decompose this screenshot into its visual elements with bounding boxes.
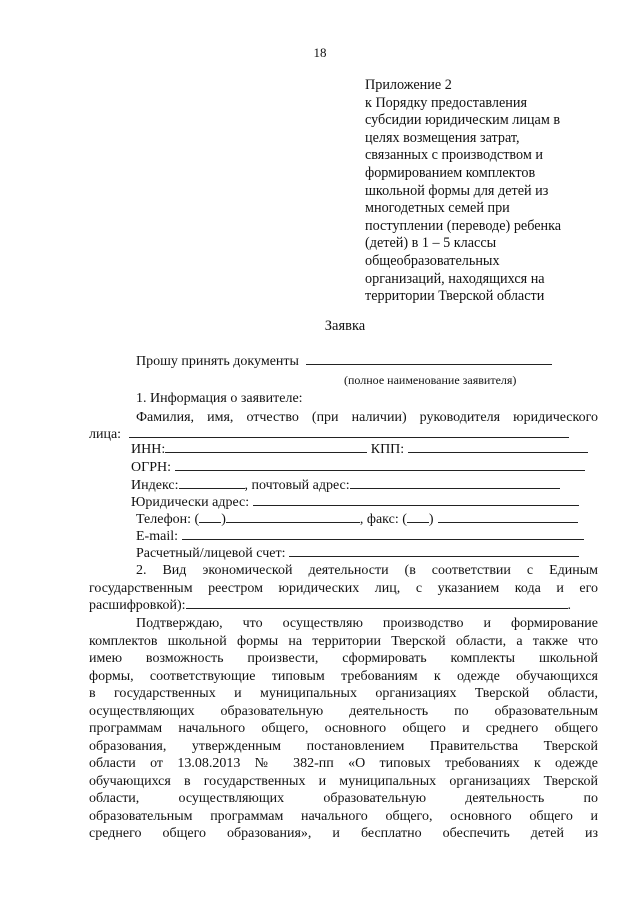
fio-label-line2: лица:	[89, 427, 122, 442]
ogrn-field[interactable]	[175, 470, 585, 471]
fio-row	[89, 427, 569, 443]
appendix-line: связанных с производством и	[365, 147, 543, 164]
request-label: Прошу принять документы	[136, 354, 299, 369]
phone-label: Телефон: (	[136, 512, 200, 527]
kpp-field[interactable]	[408, 452, 588, 453]
account-field[interactable]	[289, 556, 579, 557]
fax-code-field[interactable]	[407, 522, 429, 523]
confirm-line: обучающихся в государственных и муниципальных организациях Тверской	[89, 774, 598, 789]
appendix-line: общеобразовательных	[365, 252, 500, 269]
phone-close: )	[221, 512, 226, 527]
appendix-line: целях возмещения затрат,	[365, 129, 520, 146]
legal-address-field[interactable]	[253, 505, 579, 506]
kpp-label: КПП:	[370, 442, 405, 457]
request-row	[136, 354, 552, 370]
email-field[interactable]	[182, 539, 584, 540]
section2-line2: государственным реестром юридических лиц, с указанием кода и его	[89, 581, 598, 596]
fax-close: )	[428, 512, 434, 527]
postal-label: , почтовый адрес:	[244, 478, 350, 493]
index-label: Индекс:	[131, 478, 179, 493]
confirm-line: образования, утвержденным постановлением Правительства Тверской	[89, 739, 598, 754]
request-hint: (полное наименование заявителя)	[344, 373, 517, 387]
email-label: E-mail:	[136, 529, 178, 544]
legal-address-label: Юридически адрес:	[131, 495, 250, 510]
appendix-line: Приложение 2	[365, 77, 452, 93]
activity-field[interactable]	[186, 608, 568, 609]
appendix-line: (детей) в 1 – 5 классы	[365, 235, 497, 252]
confirm-line: комплектов школьной формы на территории Тверской области, а также что	[89, 634, 598, 649]
confirm-line: осуществляющих образовательную деятельность по образовательным	[89, 704, 598, 719]
confirm-line: области от 13.08.2013 № 382-пп «О типовых требованиях к одежде	[89, 756, 598, 771]
confirm-line: среднего общего образования», и бесплатно обеспечить детей из	[89, 826, 598, 841]
document-title: Заявка	[324, 318, 366, 334]
confirm-line: Подтверждаю, что осуществляю производство и формирование	[136, 616, 598, 631]
appendix-line: многодетных семей при	[365, 200, 510, 217]
email-row	[136, 529, 584, 545]
ogrn-row	[131, 460, 585, 476]
legal-address-row	[131, 495, 579, 511]
section1-heading: 1. Информация о заявителе:	[136, 391, 303, 406]
appendix-block	[365, 77, 561, 306]
inn-kpp-row	[131, 442, 588, 458]
section2-line3-end: .	[567, 598, 572, 613]
fax-label: , факс: (	[359, 512, 407, 527]
confirm-line: формы, соответствующие типовым требованиям к одежде обучающихся	[89, 669, 598, 684]
fax-field[interactable]	[438, 522, 578, 523]
appendix-line: формированием комплектов	[365, 164, 536, 181]
phone-code-field[interactable]	[199, 522, 221, 523]
postal-address-field[interactable]	[350, 488, 560, 489]
fio-label-line1: Фамилия, имя, отчество (при наличии) руководителя юридического	[136, 410, 598, 425]
section2-row3	[89, 598, 571, 614]
section2-line1: 2. Вид экономической деятельности (в соответствии с Единым	[136, 563, 598, 578]
confirm-line: программам начального общего, основного общего и среднего общего	[89, 721, 598, 736]
index-field[interactable]	[179, 488, 245, 489]
phone-fax-row	[136, 512, 578, 528]
confirm-line: области, осуществляющих образовательную деятельность по	[89, 791, 598, 806]
section2-line3: расшифровкой):	[89, 598, 186, 613]
address-row	[131, 478, 560, 494]
appendix-line: субсидии юридическим лицам в	[365, 112, 561, 129]
page-number: 18	[313, 45, 327, 60]
phone-field[interactable]	[226, 522, 360, 523]
appendix-line: организаций, находящихся на	[365, 270, 545, 287]
account-label: Расчетный/лицевой счет:	[136, 546, 286, 561]
ogrn-label: ОГРН:	[131, 460, 171, 475]
appendix-line: школьной формы для детей из	[365, 182, 549, 199]
inn-field[interactable]	[165, 452, 367, 453]
appendix-line: поступлении (переводе) ребенка	[365, 217, 562, 234]
account-row	[136, 546, 579, 562]
fio-field[interactable]	[129, 437, 569, 438]
confirm-line: в государственных и муниципальных организациях Тверской области,	[89, 686, 598, 701]
appendix-line: к Порядку предоставления	[365, 94, 527, 111]
applicant-name-field[interactable]	[306, 364, 552, 365]
appendix-line: территории Тверской области	[365, 288, 545, 305]
confirm-line: имею возможность произвести, сформировать комплекты школьной	[89, 651, 598, 666]
confirm-line: образовательным программам начального общего, основного общего и	[89, 809, 598, 824]
inn-label: ИНН:	[131, 442, 166, 457]
